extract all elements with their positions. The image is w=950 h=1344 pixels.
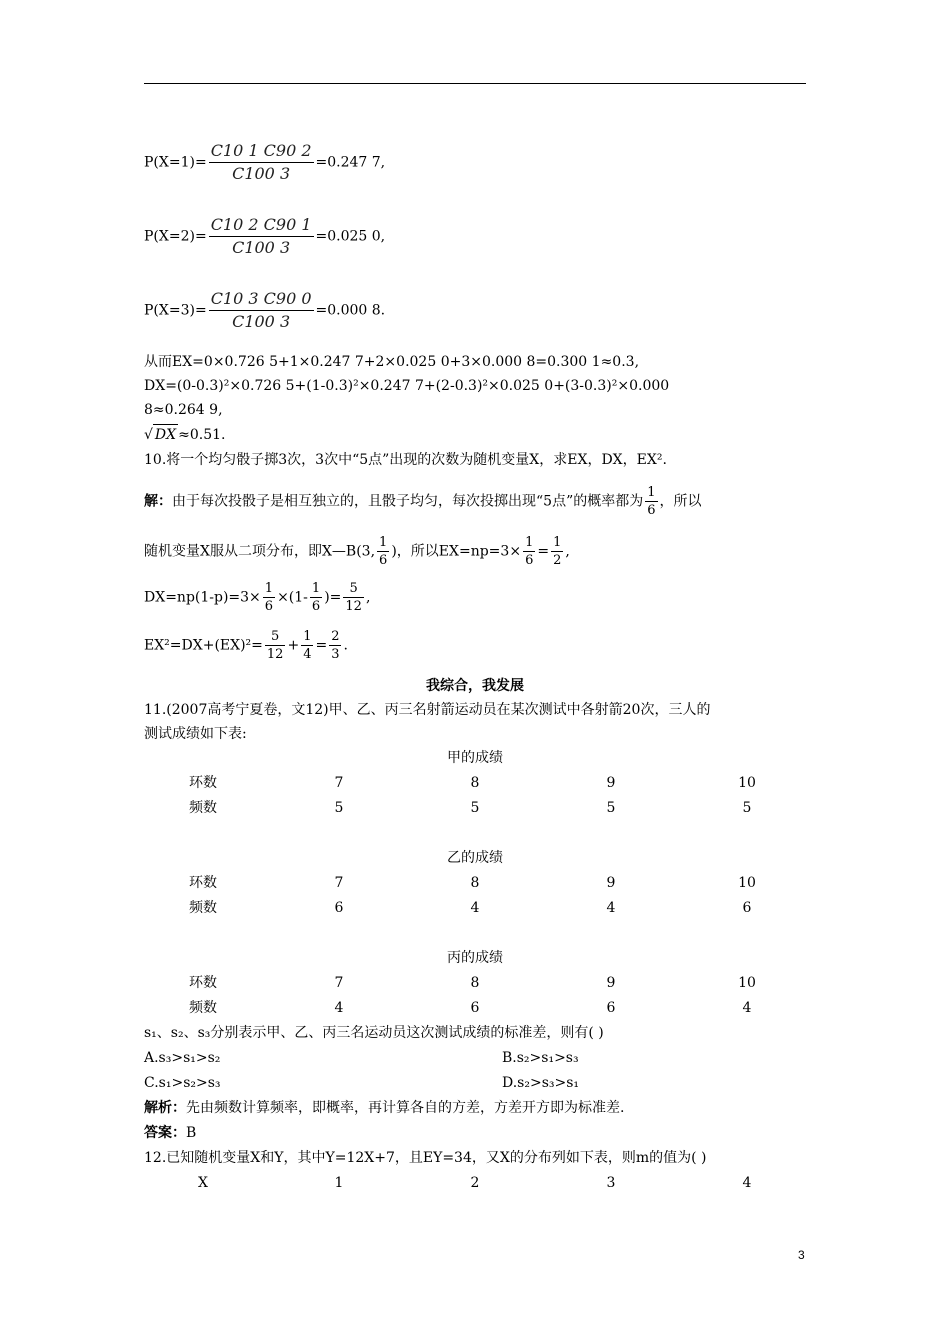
question-10: 10.将一个均匀骰子掷3次，3次中“5点”出现的次数为随机变量X，求EX，DX，EX². (144, 452, 667, 468)
option-c: C.s₁>s₂>s₃ (144, 1075, 221, 1091)
table-cell: 4 (742, 1000, 752, 1016)
solution-text-2a: 随机变量X服从二项分布，即X—B(3, (144, 543, 376, 560)
frac-num: 1 (379, 535, 388, 550)
analysis-text: 先由频数计算频率，即概率，再计算各自的方差，方差开方即为标准差. (186, 1100, 625, 1116)
table-cell: 5 (334, 800, 344, 816)
frac-den: 6 (311, 599, 321, 614)
prob-x1-rhs: =0.247 7, (315, 154, 386, 171)
table-title-jia: 甲的成绩 (447, 750, 503, 766)
answer (144, 1123, 196, 1143)
sqrt-dx: DX (153, 424, 178, 445)
sqrt-dx-value: ≈0.51. (178, 427, 226, 443)
table-cell: 4 (742, 1175, 752, 1191)
solution-text-2b: )，所以EX=np=3× (391, 543, 522, 560)
prob-x2-lhs: P(X=2)= (144, 228, 207, 245)
table-cell: 频数 (189, 1000, 217, 1016)
table-cell: 7 (334, 875, 344, 891)
table-cell: 8 (470, 775, 480, 791)
ex2-formula (144, 628, 348, 663)
option-b: B.s₂>s₁>s₃ (502, 1050, 579, 1066)
table-cell: 6 (334, 900, 344, 916)
solution-text-1: 由于每次投骰子是相互独立的，且骰子均匀，每次投掷出现“5点”的概率都为 (172, 493, 644, 510)
frac-den: 6 (525, 553, 534, 568)
question-11-line-1: 11.(2007高考宁夏卷，文12)甲、乙、丙三名射箭运动员在某次测试中各射箭20次，三人的 (144, 702, 711, 718)
frac-num: 5 (265, 628, 286, 646)
frac-num: 5 (343, 580, 364, 598)
dx-formula-a: DX=np(1-p)=3× (144, 589, 261, 606)
table-cell: 5 (742, 800, 752, 816)
frac-num: 1 (647, 485, 656, 500)
prob-x3 (144, 288, 385, 333)
table-cell: 5 (606, 800, 616, 816)
table-cell: 4 (334, 1000, 344, 1016)
sqrt-dx-line: √ DX ≈0.51. (144, 424, 225, 445)
table-cell: 10 (738, 975, 756, 991)
table-cell: 9 (606, 875, 616, 891)
table-cell: 环数 (189, 975, 217, 991)
dx-formula-b: ×(1- (277, 589, 308, 606)
solution-line-1 (144, 484, 702, 519)
ex-line: 从而EX=0×0.726 5+1×0.247 7+2×0.025 0+3×0.000 8=0.300 1≈0.3, (144, 354, 640, 370)
table-cell: 9 (606, 975, 616, 991)
prob-x1 (144, 140, 385, 185)
period: . (343, 637, 348, 654)
table-cell: 频数 (189, 900, 217, 916)
frac-den: 6 (647, 503, 656, 518)
prob-x1-num: C10 1 C90 2 (209, 140, 314, 163)
table-cell: 3 (606, 1175, 616, 1191)
frac-den: 2 (553, 553, 562, 568)
comma: , (365, 589, 371, 606)
table-cell: 4 (606, 900, 616, 916)
ex2-formula-a: EX²=DX+(EX)²= (144, 637, 263, 654)
frac-num: 1 (525, 535, 534, 550)
table-cell: 6 (742, 900, 752, 916)
plus: + (287, 637, 300, 654)
equals: = (315, 637, 328, 654)
table-cell: 环数 (189, 875, 217, 891)
frac-den: 12 (345, 599, 362, 614)
solution-label: 解： (144, 493, 172, 510)
prob-x3-lhs: P(X=3)= (144, 302, 207, 319)
dx-line-2: 8≈0.264 9, (144, 402, 223, 418)
dx-line-1: DX=(0-0.3)²×0.726 5+(1-0.3)²×0.247 7+(2-0.3)²×0.025 0+(3-0.3)²×0.000 (144, 378, 670, 394)
prob-x2 (144, 214, 385, 259)
frac-num: 1 (303, 629, 312, 644)
frac-den: 3 (331, 647, 340, 662)
table-cell: 1 (334, 1175, 344, 1191)
question-11-line-2: 测试成绩如下表: (144, 726, 247, 742)
question-11-stem: s₁、s₂、s₃分别表示甲、乙、丙三名运动员这次测试成绩的标准差，则有( ) (144, 1025, 604, 1041)
frac-num: 2 (331, 629, 340, 644)
comma: , (565, 543, 570, 560)
prob-x3-rhs: =0.000 8. (315, 302, 386, 319)
frac-den: 4 (303, 647, 312, 662)
table-cell: 8 (470, 975, 480, 991)
prob-x2-rhs: =0.025 0, (315, 228, 386, 245)
table-cell: 8 (470, 875, 480, 891)
table-cell: 6 (470, 1000, 480, 1016)
prob-x2-den: C100 3 (232, 238, 291, 257)
table-cell: 10 (738, 875, 756, 891)
prob-x3-num: C10 3 C90 0 (209, 288, 314, 311)
table-cell: 7 (334, 775, 344, 791)
answer-label: 答案： (144, 1125, 186, 1141)
table-cell: X (198, 1175, 208, 1191)
prob-x1-den: C100 3 (232, 164, 291, 183)
table-title-yi: 乙的成绩 (447, 850, 503, 866)
option-a: A.s₃>s₁>s₂ (144, 1050, 221, 1066)
question-12: 12.已知随机变量X和Y，其中Y=12X+7，且EY=34，又X的分布列如下表，则m的值为( ) (144, 1150, 707, 1166)
analysis (144, 1098, 624, 1118)
prob-x3-den: C100 3 (232, 312, 291, 331)
equals: = (537, 543, 550, 560)
answer-text: B (186, 1125, 197, 1141)
dx-formula (144, 580, 370, 615)
prob-x2-num: C10 2 C90 1 (209, 214, 314, 237)
table-cell: 频数 (189, 800, 217, 816)
table-cell: 2 (470, 1175, 480, 1191)
analysis-label: 解析： (144, 1100, 186, 1116)
frac-den: 6 (264, 599, 274, 614)
dx-formula-c: )= (324, 589, 342, 606)
table-cell: 9 (606, 775, 616, 791)
solution-text-1-end: ，所以 (659, 493, 702, 510)
table-title-bing: 丙的成绩 (447, 950, 503, 966)
frac-num: 1 (264, 581, 274, 596)
frac-den: 12 (266, 647, 284, 662)
section-title: 我综合，我发展 (426, 678, 524, 694)
prob-x1-lhs: P(X=1)= (144, 154, 207, 171)
option-d: D.s₂>s₃>s₁ (502, 1075, 580, 1091)
table-cell: 6 (606, 1000, 616, 1016)
frac-num: 1 (553, 535, 562, 550)
header-rule (144, 83, 806, 84)
table-cell: 10 (738, 775, 756, 791)
frac-den: 6 (379, 553, 388, 568)
table-cell: 5 (470, 800, 480, 816)
table-cell: 4 (470, 900, 480, 916)
table-cell: 7 (334, 975, 344, 991)
solution-line-2 (144, 534, 570, 569)
frac-num: 1 (311, 581, 321, 596)
page-number: 3 (798, 1248, 805, 1262)
table-cell: 环数 (189, 775, 217, 791)
